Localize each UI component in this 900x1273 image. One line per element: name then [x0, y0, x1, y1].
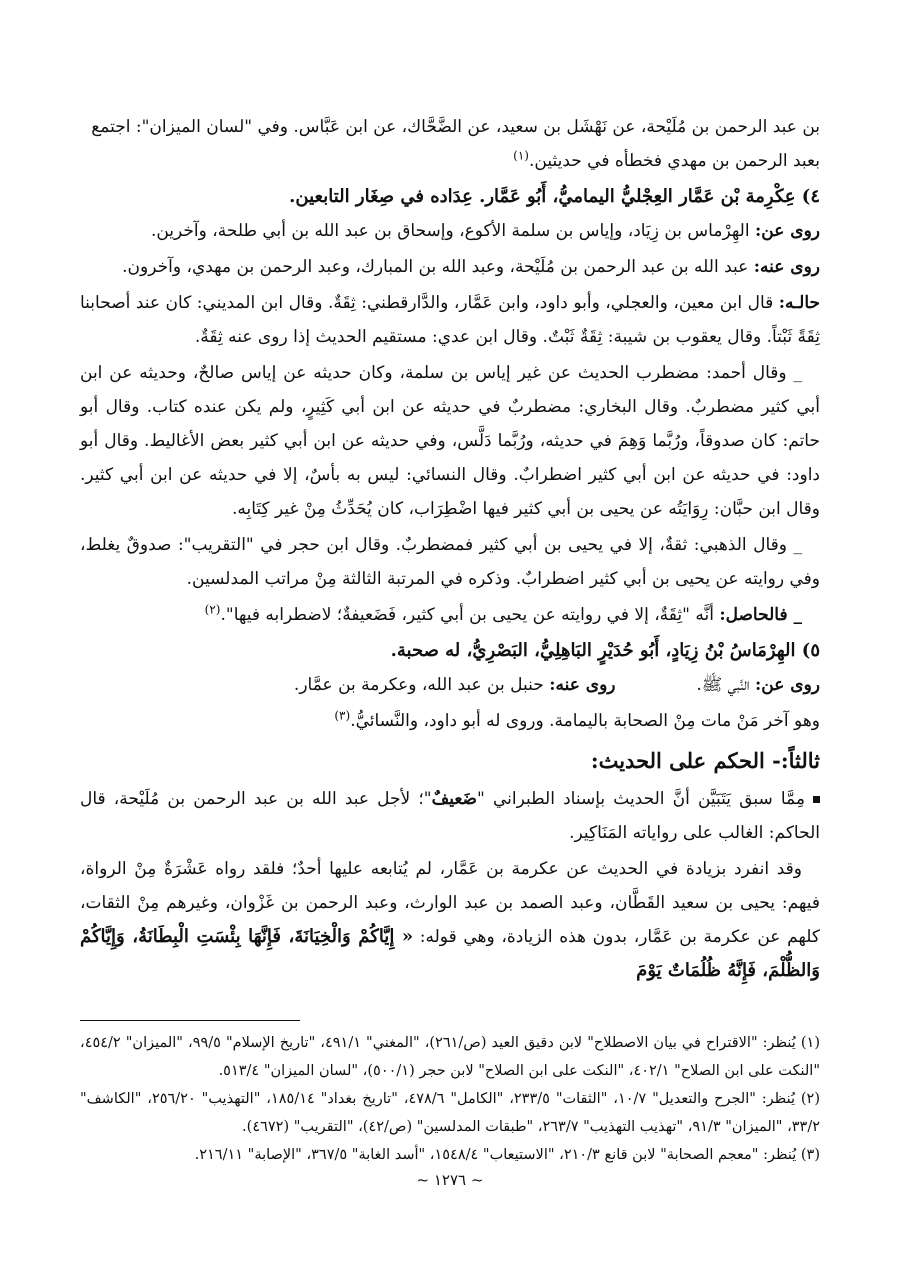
hal-label: حالـه:	[778, 293, 821, 313]
hukm-verdict: ضَعيفٌ	[431, 789, 477, 809]
rawa-anhu-text: عبد الله بن عبد الرحمن بن مُلَيْحة، وعبد الله بن المبارك، وعبد الرحمن بن مهدي، وآخرون.	[122, 257, 749, 277]
intro-line-2: بعبد الرحمن بن مهدي فخطأه في حديثين.	[528, 151, 820, 171]
hukm-paragraph-2	[80, 852, 820, 988]
footnote-2: (٢) يُنظر: "الجرح والتعديل" ١٠/٧، "الثقات" ٢٣٣/٥، "الكامل" ٤٧٨/٦، "تاريخ بغداد" ١٨٥/١٤، "التهذيب" ٢٥٦/٢٠، "الكاشف" ٣٣/٢، "الميزان" ٩١/٣، "تهذيب التهذيب" ٢٦٣/٧، "طبقات المدلسين" (ص/٤٢)، "التقريب" (٤٦٧٢).	[80, 1091, 820, 1135]
hadith-quote: « إِيَّاكُمْ وَالْخِيَانَةَ، فَإِنَّهَا بِئْسَتِ الْبِطَانَةُ، وَإِيَّاكُمْ وَالظُّلْمَ، فَإِنَّهُ ظُلُمَاتٌ يَوْمَ	[80, 926, 820, 981]
footnote-3: (٣) يُنظر: "معجم الصحابة" لابن قانع ٢١٠/٣، "الاستيعاب" ١٥٤٨/٤، "أسد الغابة" ٣٦٧/٥، "الإصابة" ٢١٦/١١.	[194, 1147, 820, 1163]
hukm-paragraph-1	[80, 782, 820, 850]
narrator-4-ahmad-paragraph: _ وقال أحمد: مضطرب الحديث عن غير إياس بن سلمة، وكان حديثه عن إياس صالحٌ، وحديثه عن ابن أبي كثير مضطربٌ. وقال البخاري: مضطربٌ في حديثه عن ابن أبي كَثِيرٍ، ولم يكن عنده كتاب. وقال أبو حاتم: كان صدوقاً، ورُبَّما وَهِمَ في حديثه، ورُبَّما دَلَّس، وفي حديثه عن ابن أبي كثير بعض الأغاليط. وقال أبو داود: في حديثه عن ابن أبي كثير اضطرابٌ. وقال النسائي: ليس به بأسٌ، إلا في حديثه عن ابن أبي كثير. وقال ابن حبَّان: رِوَايَتُه عن يحيى بن أبي كثير فيها اضْطِرَاب، كان يُحَدِّثُ مِنْ غير كِتَابِه.	[80, 363, 820, 519]
narrator-5-rawa	[80, 668, 820, 702]
narrator-4-dhahabi-paragraph: _ وقال الذهبي: ثقةٌ، إلا في يحيى بن أبي كثير فمضطربٌ. وقال ابن حجر في "التقريب": صدوقٌ يغلط، وفي روايته عن يحيى بن أبي كثير اضطرابٌ. وذكره في المرتبة الثالثة مِنْ مراتب المدلسين.	[80, 535, 820, 589]
rawa-anhu-text: حنبل بن عبد الله، وعكرمة بن عمَّار.	[293, 675, 544, 695]
footnote-1: (١) يُنظر: "الاقتراح في بيان الاصطلاح" لابن دقيق العيد (ص/٢٦١)، "المغني" ٤٩١/١، "تاريخ الإسلام" ٩٩/٥، "الميزان" ٤٥٤/٢، "النكت على ابن الصلاح" ٤٠٢/١، "النكت على ابن الصلاح" لابن حجر (٥٠٠/١)، "لسان الميزان" ٥١٣/٤.	[80, 1035, 820, 1079]
section-title-text: الحكم على الحديث:	[590, 748, 765, 773]
main-text	[80, 110, 820, 988]
bullet-square-icon	[813, 796, 820, 803]
narrator-5-note-text: وهو آخر مَنْ مات مِنْ الصحابة باليمامة. وروى له أبو داود، والنَّسائيُّ.	[350, 711, 820, 731]
document-page	[80, 110, 820, 1233]
narrator-4-rawa-an	[80, 214, 820, 248]
rawa-an-label: روى عن:	[754, 675, 820, 695]
footnotes	[80, 1029, 820, 1169]
section-title-number: ثالثاً:-	[772, 748, 820, 773]
hukm-text-a: مِمَّا سبق يَتَبَيَّن أنَّ الحديث بإسناد الطبراني "	[477, 789, 805, 809]
hal-text: قال ابن معين، والعجلي، وأبو داود، وابن عَمَّار، والدَّارقطني: ثِقَةٌ. وقال ابن المديني: كان عند أصحابنا ثِقَةً ثَبْتاً. وقال يعقوب بن شيبة: ثِقَةٌ ثَبْتٌ. وقال ابن عدي: مستقيم الحديث إذا روى عنه ثِقَةٌ.	[80, 293, 820, 347]
footnote-ref-3[interactable]: (٣)	[334, 708, 351, 723]
page-number: ~ ١٢٧٦ ~	[416, 1171, 484, 1189]
footnote-ref-1[interactable]: (١)	[513, 148, 529, 163]
narrator-5-note	[80, 704, 820, 738]
narrator-4-conclusion	[80, 598, 820, 632]
rawa-anhu-label: روى عنه:	[549, 675, 616, 695]
rawa-an-label: روى عن:	[754, 221, 820, 241]
conclusion-text: أنَّه "ثِقَةٌ، إلا في روايته عن يحيى بن أبي كثير، فَضَعيفةٌ؛ لاضطرابه فيها".	[220, 605, 714, 625]
section-title	[80, 744, 820, 778]
hukm-text-b: "؛ لأجل عبد الله بن عبد الرحمن بن مُلَيْحة، قال الحاكم: الغالب على رواياته المَنَاكِير.	[80, 789, 820, 843]
narrator-4-rawa-anhu	[80, 250, 820, 284]
rawa-anhu-label: روى عنه:	[753, 257, 820, 277]
narrator-4-hal	[80, 286, 820, 354]
footnote-separator	[80, 1020, 300, 1021]
hukm-p2-text: وقد انفرد بزيادة في الحديث عن عكرمة بن عَمَّار، لم يُتابعه عليها أحدٌ؛ فلقد رواه عَشْرَةٌ مِنْ الرواة، فيهم: يحيى بن سعيد القَطَّان، وعبد الصمد بن عبد الوارث، وعبد الرحمن بن غَزْوان، وغيرهم مِنْ الثقات، كلهم عن عكرمة بن عَمَّار، بدون هذه الزيادة، وهي قوله:	[80, 859, 820, 947]
rawa-an-text: الهِرْماس بن زِيَاد، وإياس بن سلمة الأكوع، وإسحاق بن عبد الله بن أبي طلحة، وآخرين.	[150, 221, 750, 241]
footnote-ref-2[interactable]: (٢)	[204, 602, 221, 617]
rawa-an-text: النَّبي ﷺ.	[696, 675, 750, 695]
intro-line-1: بن عبد الرحمن بن مُلَيْحة، عن نَهْشَل بن سعيد، عن الضَّحَّاك، عن ابن عَبَّاس. وفي "لسان الميزان": اجتمع	[91, 117, 820, 137]
narrator-4-heading: ٤) عِكْرِمة بْن عَمَّار العِجْليُّ اليماميُّ، أَبُو عَمَّار. عِدَاده في صِغَار التابعين.	[289, 186, 820, 207]
conclusion-label: _ فالحاصل:	[719, 605, 802, 625]
paragraph-intro	[80, 110, 820, 178]
narrator-5-heading: ٥) الهِرْمَاسُ بْنُ زِيَادٍ، أَبُو حُدَيْرٍ البَاهِلِيُّ، البَصْرِيُّ، له صحبة.	[390, 640, 820, 661]
